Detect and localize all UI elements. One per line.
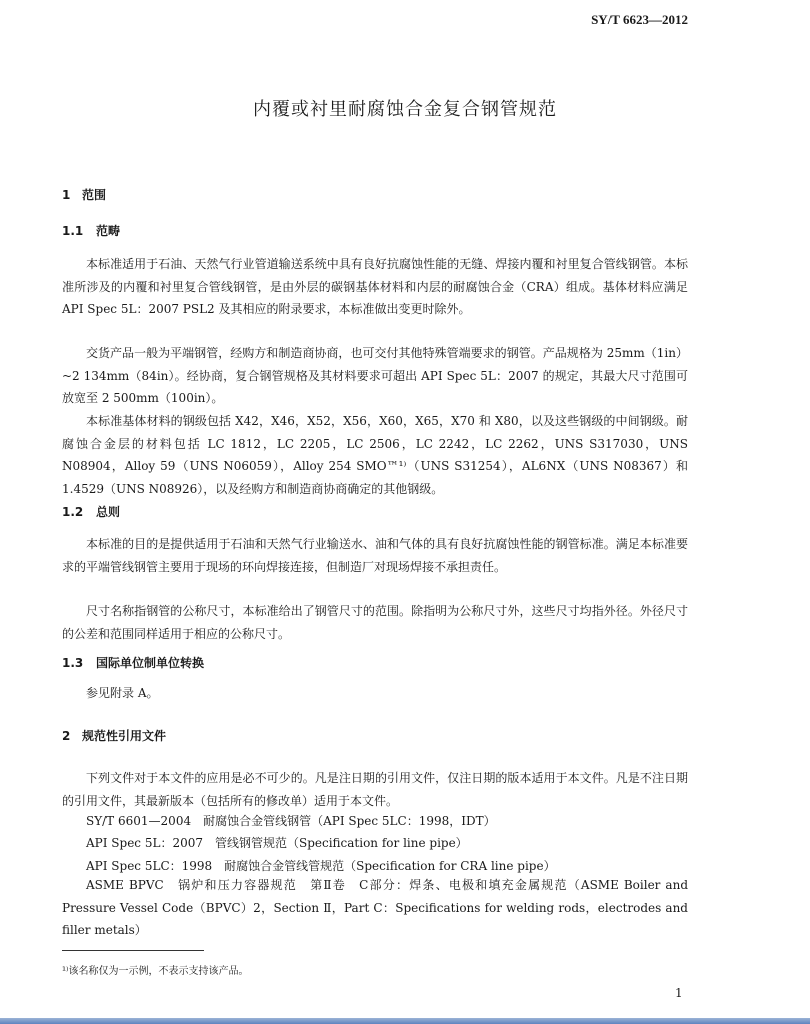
section-number: 1.3 <box>62 656 84 670</box>
document-title: 内覆或衬里耐腐蚀合金复合钢管规范 <box>253 99 557 120</box>
paragraph: 本标准基体材料的钢级包括 X42，X46，X52，X56，X60，X65，X70 和 X80，以及这些钢级的中间钢级。耐腐蚀合金层的材料包括 LC 1812，LC 2205，LC 2506，LC 2242，LC 2262，UNS S317030，UNS N08904，Alloy 59（UNS N06059），Alloy 254 SMO™¹⁾（UNS S31254），AL6NX（UNS N08367）和 1.4529（UNS N08926），以及经购方和制造商协商确定的其他钢级。 <box>62 414 688 496</box>
paragraph: 尺寸名称指钢管的公称尺寸，本标准给出了钢管尺寸的范围。除指明为公称尺寸外，这些尺寸均指外径。外径尺寸的公差和范围同样适用于相应的公称尺寸。 <box>62 604 688 641</box>
section-number: 1.1 <box>62 224 84 238</box>
paragraph: 下列文件对于本文件的应用是必不可少的。凡是注日期的引用文件，仅注日期的版本适用于本文件。凡是不注日期的引用文件，其最新版本（包括所有的修改单）适用于本文件。 <box>62 771 688 808</box>
reference-item: ASME BPVC 锅炉和压力容器规范 第Ⅱ卷 C部分：焊条、电极和填充金属规范（ASME Boiler and Pressure Vessel Code（BPVC）2，Section Ⅱ，Part C：Specifications for welding rods，electrodes and filler metals） <box>62 878 688 937</box>
page-number: 1 <box>675 986 683 1000</box>
section-number: 1.2 <box>62 505 84 519</box>
reference-item: API Spec 5LC：1998 耐腐蚀合金管线管规范（Specification for CRA line pipe） <box>86 859 556 873</box>
standard-number: SY/T 6623—2012 <box>591 12 688 27</box>
footnote-divider <box>62 950 204 951</box>
section-1-heading <box>62 186 106 203</box>
reference-item: SY/T 6601—2004 耐腐蚀合金管线钢管（API Spec 5LC：1998，IDT） <box>86 814 496 828</box>
viewer-bottom-edge <box>0 1018 810 1024</box>
section-title: 范围 <box>82 188 107 202</box>
section-number: 1 <box>62 188 71 202</box>
paragraph: 本标准的目的是提供适用于石油和天然气行业输送水、油和气体的具有良好抗腐蚀性能的钢管标准。满足本标准要求的平端管线钢管主要用于现场的环向焊接连接，但制造厂对现场焊接不承担责任。 <box>62 537 688 574</box>
section-number: 2 <box>62 729 71 743</box>
section-2-heading <box>62 727 166 744</box>
paragraph: 本标准适用于石油、天然气行业管道输送系统中具有良好抗腐蚀性能的无缝、焊接内覆和衬里复合管线钢管。本标准所涉及的内覆和衬里复合管线钢管，是由外层的碳钢基体材料和内层的耐腐蚀合金（CRA）组成。基体材料应满足 API Spec 5L：2007 PSL2 及其相应的附录要求，本标准做出变更时除外。 <box>62 257 688 316</box>
section-title: 总则 <box>96 505 121 519</box>
reference-item: API Spec 5L：2007 管线钢管规范（Specification for line pipe） <box>86 836 468 850</box>
section-title: 范畴 <box>96 224 121 238</box>
section-1-2-heading <box>62 503 120 520</box>
section-1-3-heading <box>62 654 204 671</box>
section-1-1-heading <box>62 222 120 239</box>
section-title: 规范性引用文件 <box>82 729 167 743</box>
paragraph: 交货产品一般为平端钢管，经购方和制造商协商，也可交付其他特殊管端要求的钢管。产品规格为 25mm（1in）~2 134mm（84in）。经协商，复合钢管规格及其材料要求可超出 API Spec 5L：2007 的规定，其最大尺寸范围可放宽至 2 500mm（100in）。 <box>62 346 688 405</box>
section-title: 国际单位制单位转换 <box>96 656 205 670</box>
footnote: ¹⁾该名称仅为一示例，不表示支持该产品。 <box>62 966 249 977</box>
paragraph: 参见附录 A。 <box>86 686 159 700</box>
